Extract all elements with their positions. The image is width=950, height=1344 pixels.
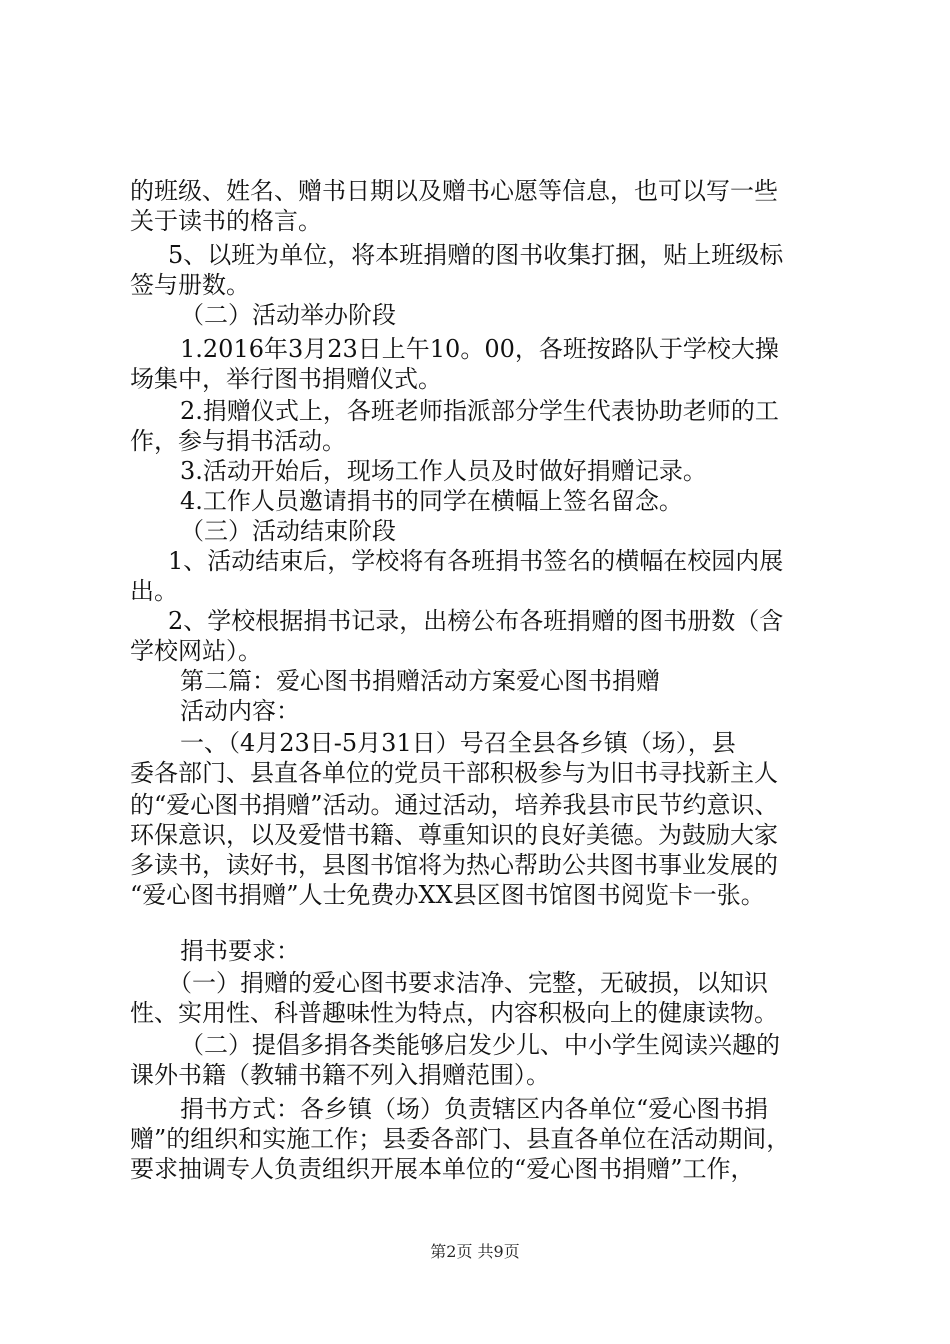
text-line: 活动内容：: [180, 697, 300, 725]
text-line: 课外书籍（教辅书籍不列入捐赠范围）。: [130, 1061, 550, 1089]
text-line: 2.捐赠仪式上，各班老师指派部分学生代表协助老师的工: [180, 397, 779, 425]
text-line: 要求抽调专人负责组织开展本单位的“爱心图书捐赠”工作，: [130, 1155, 755, 1183]
text-line: 一、（4月23日-5月31日）号召全县各乡镇（场），县: [180, 729, 736, 757]
text-line: 的班级、姓名、赠书日期以及赠书心愿等信息，也可以写一些: [130, 177, 778, 205]
text-line: 的“爱心图书捐赠”活动。通过活动，培养我县市民节约意识、: [130, 791, 779, 819]
chapter-heading: 第二篇：爱心图书捐赠活动方案爱心图书捐赠: [180, 667, 660, 695]
text-line: （二）提倡多捐各类能够启发少儿、中小学生阅读兴趣的: [180, 1031, 780, 1059]
section-heading: （二）活动举办阶段: [180, 301, 396, 329]
text-line: 1.2016年3月23日上午10。00，各班按路队于学校大操: [180, 335, 779, 363]
text-line: “爱心图书捐赠”人士免费办XX县区图书馆图书阅览卡一张。: [130, 881, 765, 909]
text-line: （一）捐赠的爱心图书要求洁净、完整，无破损，以知识: [168, 969, 768, 997]
text-line: 2、学校根据捐书记录，出榜公布各班捐赠的图书册数（含: [168, 607, 784, 635]
text-line: 4.工作人员邀请捐书的同学在横幅上签名留念。: [180, 487, 683, 515]
text-line: 多读书，读好书，县图书馆将为热心帮助公共图书事业发展的: [130, 851, 778, 879]
page-number-footer: 第2页 共9页: [430, 1242, 520, 1261]
text-line: 作，参与捐书活动。: [130, 427, 346, 455]
text-line: 赠”的组织和实施工作；县委各部门、县直各单位在活动期间，: [130, 1125, 791, 1153]
text-line: 捐书要求：: [180, 937, 300, 965]
text-line: 3.活动开始后，现场工作人员及时做好捐赠记录。: [180, 457, 707, 485]
text-line: 1、活动结束后，学校将有各班捐书签名的横幅在校园内展: [168, 547, 784, 575]
text-line: 签与册数。: [130, 271, 250, 299]
text-line: 捐书方式：各乡镇（场）负责辖区内各单位“爱心图书捐: [180, 1095, 769, 1123]
section-heading: （三）活动结束阶段: [180, 517, 396, 545]
text-line: 委各部门、县直各单位的党员干部积极参与为旧书寻找新主人: [130, 759, 778, 787]
text-line: 出。: [130, 577, 178, 605]
text-line: 关于读书的格言。: [130, 207, 322, 235]
text-line: 环保意识，以及爱惜书籍、尊重知识的良好美德。为鼓励大家: [130, 821, 778, 849]
text-line: 5、以班为单位，将本班捐赠的图书收集打捆，贴上班级标: [168, 241, 784, 269]
text-line: 性、实用性、科普趣味性为特点，内容积极向上的健康读物。: [130, 999, 778, 1027]
text-line: 学校网站）。: [130, 637, 262, 665]
text-line: 场集中，举行图书捐赠仪式。: [130, 365, 442, 393]
